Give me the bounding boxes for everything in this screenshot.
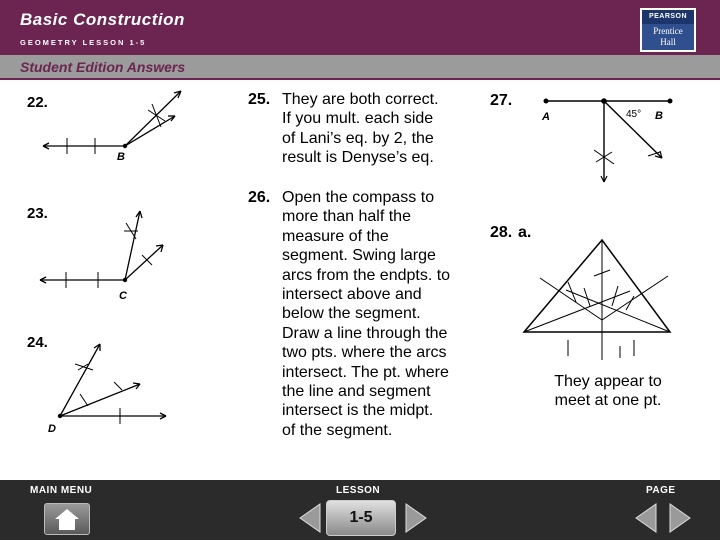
figure-23 bbox=[30, 205, 190, 305]
answer-26-line: two pts. where the arcs bbox=[282, 344, 447, 362]
pearson-logo bbox=[640, 8, 696, 52]
point-label-b2: B bbox=[655, 110, 663, 122]
answer-25-number: 25. bbox=[248, 91, 271, 108]
answer-26-line: arcs from the endpts. to bbox=[282, 266, 451, 284]
lesson-prev-button[interactable] bbox=[296, 500, 324, 536]
page-label: PAGE bbox=[646, 485, 676, 496]
answer-22-number: 22. bbox=[27, 94, 48, 111]
caption-line-2: meet at one pt. bbox=[554, 392, 662, 410]
figure-24 bbox=[40, 330, 180, 438]
arrow-left-icon bbox=[632, 500, 660, 536]
section-label: Student Edition Answers bbox=[20, 59, 186, 75]
lesson-next-button[interactable] bbox=[402, 500, 430, 536]
figure-22 bbox=[35, 84, 195, 170]
answer-25-line: of Lani’s eq. by 2, the bbox=[282, 129, 434, 147]
arrow-right-icon bbox=[402, 500, 430, 536]
page-title: Basic Construction bbox=[20, 10, 185, 29]
answer-25-line: They are both correct. bbox=[282, 91, 439, 108]
arrow-right-icon bbox=[666, 500, 694, 536]
main-menu-label: MAIN MENU bbox=[30, 485, 93, 496]
header-bar bbox=[0, 0, 720, 55]
answer-23-number: 23. bbox=[27, 205, 48, 222]
answer-25-line: result is Denyse’s eq. bbox=[282, 149, 434, 167]
answer-24-number: 24. bbox=[27, 334, 48, 351]
point-label-c: C bbox=[119, 290, 127, 302]
answer-26-line: Draw a line through the bbox=[282, 324, 448, 342]
answer-26-number: 26. bbox=[248, 189, 271, 206]
answer-26-line: more than half the bbox=[282, 208, 411, 226]
lesson-label: LESSON bbox=[336, 485, 381, 496]
answer-26-line: measure of the bbox=[282, 227, 389, 245]
answer-26-line: intersect. The pt. where bbox=[282, 363, 449, 381]
logo-bottom-text bbox=[642, 26, 694, 48]
answer-26-line: the line and segment bbox=[282, 383, 431, 401]
answer-26-line: intersect above and bbox=[282, 286, 422, 304]
logo-top-text: PEARSON bbox=[642, 10, 694, 24]
main-menu-button[interactable] bbox=[44, 503, 90, 535]
answer-27-number: 27. bbox=[490, 92, 513, 109]
home-icon bbox=[45, 504, 89, 534]
point-label-d: D bbox=[48, 423, 56, 435]
caption-line-1: They appear to bbox=[554, 373, 662, 390]
answer-28-part: a. bbox=[518, 224, 532, 241]
angle-label: 45° bbox=[626, 109, 642, 120]
answer-28-caption bbox=[538, 372, 678, 411]
page-prev-button[interactable] bbox=[632, 500, 660, 536]
section-band bbox=[0, 55, 720, 80]
point-label-b: B bbox=[117, 151, 125, 163]
lesson-number-box[interactable]: 1-5 bbox=[326, 500, 396, 536]
answer-26-line: of the segment. bbox=[282, 421, 393, 439]
logo-line-1: Prentice bbox=[653, 26, 683, 36]
answer-28-number: 28. bbox=[490, 224, 513, 241]
page-next-button[interactable] bbox=[666, 500, 694, 536]
answer-26-line: Open the compass to bbox=[282, 189, 435, 206]
answer-26-line: intersect is the midpt. bbox=[282, 402, 434, 420]
point-label-a: A bbox=[542, 111, 550, 123]
answer-26 bbox=[248, 188, 478, 448]
logo-line-2: Hall bbox=[660, 37, 676, 47]
answer-25-line: If you mult. each side bbox=[282, 110, 434, 128]
lesson-subtitle: GEOMETRY LESSON 1-5 bbox=[20, 38, 147, 47]
answer-26-line: below the segment. bbox=[282, 305, 421, 323]
arrow-left-icon bbox=[296, 500, 324, 536]
figure-28 bbox=[510, 236, 690, 366]
answer-25 bbox=[248, 90, 468, 170]
figure-27 bbox=[538, 92, 678, 187]
answer-26-line: segment. Swing large bbox=[282, 247, 436, 265]
